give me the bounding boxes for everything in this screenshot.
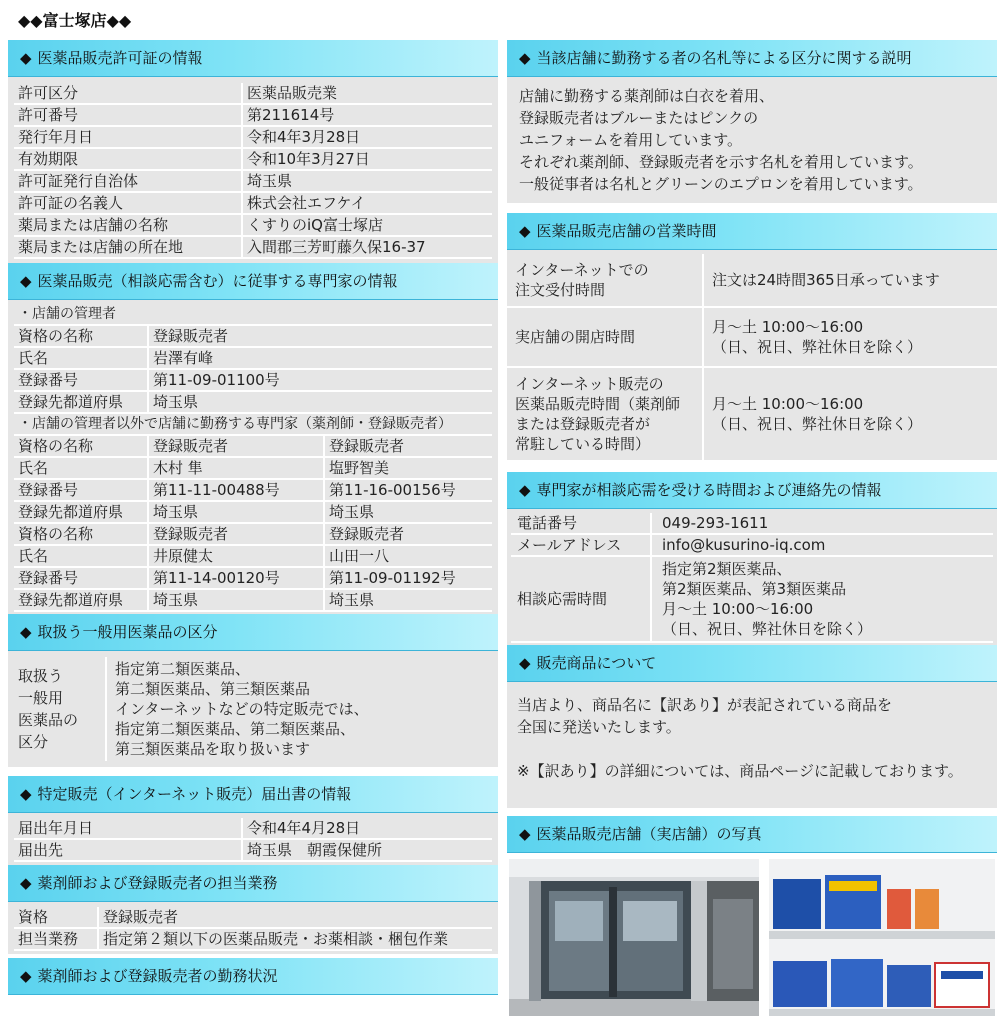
license-label: 許可番号 — [14, 104, 242, 126]
others-row — [14, 589, 492, 611]
hours-panel — [507, 250, 997, 462]
nametag-line: ユニフォームを着用しています。 — [519, 131, 743, 149]
notification-panel — [8, 813, 498, 865]
mail-link[interactable]: info@kusurino-iq.com — [651, 534, 993, 556]
manager-row — [14, 369, 492, 391]
hours-label-line: 常駐している時間） — [515, 435, 651, 453]
duties-header — [8, 865, 498, 902]
license-row — [14, 214, 492, 236]
hours-label-line: インターネット販売の — [515, 375, 664, 393]
hours-label — [507, 307, 703, 367]
nametag-line: 店舗に勤務する薬剤師は白衣を着用、 — [519, 87, 775, 105]
hours-table — [507, 254, 997, 462]
otc-table — [14, 657, 492, 761]
notification-header-title: 特定販売（インターネット販売）届出書の情報 — [37, 785, 352, 803]
others-value-a: 埼玉県 — [148, 501, 324, 523]
otc-panel — [8, 651, 498, 767]
consult-line: 第2類医薬品、第3類医薬品 — [662, 580, 847, 598]
others-row — [14, 501, 492, 523]
status-header — [8, 958, 498, 995]
notification-row — [14, 839, 492, 861]
duties-value: 登録販売者 — [98, 907, 492, 928]
manager-value: 岩澤有峰 — [148, 347, 492, 369]
license-value: くすりのiQ富士塚店 — [242, 214, 492, 236]
diamond-icon: ◆ — [20, 967, 32, 985]
page-title: ◆◆富士塚店◆◆ — [18, 11, 132, 30]
hours-label-line: 医薬品販売時間（薬剤師 — [515, 395, 681, 413]
duties-label: 担当業務 — [14, 928, 98, 950]
notification-row — [14, 818, 492, 839]
duties-table — [14, 907, 492, 951]
others-value-b: 第11-09-01192号 — [324, 567, 492, 589]
nametag-header — [507, 40, 997, 77]
products-line-2: 全国に発送いたします。 — [517, 718, 681, 736]
others-label: 氏名 — [14, 545, 148, 567]
hours-value-line: （日、祝日、弊社休日を除く） — [712, 338, 923, 356]
notification-header — [8, 776, 498, 813]
license-row — [14, 104, 492, 126]
notification-value: 埼玉県 朝霞保健所 — [242, 839, 492, 861]
license-header-title: 医薬品販売許可証の情報 — [37, 49, 203, 67]
license-value: 医薬品販売業 — [242, 83, 492, 104]
storefront-image — [509, 859, 759, 1016]
others-value-a: 第11-11-00488号 — [148, 479, 324, 501]
nametag-header-title: 当該店舗に勤務する者の名札等による区分に関する説明 — [536, 49, 912, 67]
others-value-a: 木村 隼 — [148, 457, 324, 479]
others-label: 資格の名称 — [14, 436, 148, 457]
left-column — [8, 40, 498, 995]
license-header — [8, 40, 498, 77]
products-header-title: 販売商品について — [536, 654, 657, 672]
phone-value[interactable]: 049-293-1611 — [651, 513, 993, 534]
others-value-b: 埼玉県 — [324, 589, 492, 611]
license-row — [14, 236, 492, 258]
nametag-line: 一般従事者は名札とグリーンのエプロンを着用しています。 — [519, 175, 923, 193]
license-table — [14, 83, 492, 259]
otc-value-line: 第三類医薬品を取り扱います — [115, 740, 311, 758]
photos-header — [507, 816, 997, 853]
contact-panel — [507, 509, 997, 645]
hours-label — [507, 254, 703, 307]
others-value-b: 登録販売者 — [324, 523, 492, 545]
license-label: 許可証発行自治体 — [14, 170, 242, 192]
diamond-icon: ◆ — [519, 825, 531, 843]
license-row — [14, 83, 492, 104]
others-label: 資格の名称 — [14, 523, 148, 545]
others-label: 登録先都道府県 — [14, 589, 148, 611]
otc-value-line: 第二類医薬品、第三類医薬品 — [115, 680, 311, 698]
otc-label-line: 取扱う — [18, 667, 64, 685]
duties-value: 指定第２類以下の医薬品販売・お薬相談・梱包作業 — [98, 928, 492, 950]
diamond-icon: ◆ — [20, 272, 32, 290]
license-row — [14, 148, 492, 170]
phone-label: 電話番号 — [511, 513, 651, 534]
others-value-a: 埼玉県 — [148, 589, 324, 611]
hours-row — [507, 367, 997, 461]
hours-header — [507, 213, 997, 250]
diamond-icon: ◆ — [20, 874, 32, 892]
manager-label: 登録番号 — [14, 369, 148, 391]
others-label: 登録先都道府県 — [14, 501, 148, 523]
manager-label: 資格の名称 — [14, 326, 148, 347]
others-label: 登録番号 — [14, 479, 148, 501]
notification-table — [14, 818, 492, 862]
contact-header-title: 専門家が相談応需を受ける時間および連絡先の情報 — [536, 481, 882, 499]
duties-label: 資格 — [14, 907, 98, 928]
consult-line: 指定第2類医薬品、 — [662, 560, 792, 578]
shelf-image — [769, 859, 995, 1016]
others-row — [14, 545, 492, 567]
license-label: 発行年月日 — [14, 126, 242, 148]
mail-label: メールアドレス — [511, 534, 651, 556]
diamond-icon: ◆ — [519, 654, 531, 672]
experts-header-title: 医薬品販売（相談応需含む）に従事する専門家の情報 — [37, 272, 398, 290]
manager-table — [14, 326, 492, 414]
hours-header-title: 医薬品販売店舗の営業時間 — [536, 222, 717, 240]
notification-label: 届出先 — [14, 839, 242, 861]
license-value: 第211614号 — [242, 104, 492, 126]
others-row — [14, 523, 492, 545]
otc-value — [106, 657, 492, 761]
license-label: 許可証の名義人 — [14, 192, 242, 214]
others-note: ・店舗の管理者以外で店舗に勤務する専門家（薬剤師・登録販売者） — [14, 414, 492, 436]
manager-value: 登録販売者 — [148, 326, 492, 347]
products-line-1: 当店より、商品名に【訳あり】が表記されている商品を — [517, 696, 893, 714]
otc-header — [8, 614, 498, 651]
license-value: 令和4年3月28日 — [242, 126, 492, 148]
otc-label-line: 医薬品の — [18, 711, 79, 729]
photos-header-title: 医薬品販売店舗（実店舗）の写真 — [536, 825, 762, 843]
others-row — [14, 479, 492, 501]
experts-header — [8, 263, 498, 300]
otc-label-line: 区分 — [18, 733, 49, 751]
hours-value — [703, 307, 997, 367]
others-value-b: 山田一八 — [324, 545, 492, 567]
consult-line: 月～土 10:00～16:00 — [662, 600, 814, 618]
manager-label: 登録先都道府県 — [14, 391, 148, 413]
hours-label — [507, 367, 703, 461]
license-label: 薬局または店舗の名称 — [14, 214, 242, 236]
others-table — [14, 436, 492, 612]
hours-value-line: 月～土 10:00～16:00 — [712, 395, 864, 413]
contact-table — [511, 513, 993, 643]
license-panel — [8, 77, 498, 263]
products-line-3: ※【訳あり】の詳細については、商品ページに記載しております。 — [517, 762, 963, 780]
hours-label-line: 実店舗の開店時間 — [515, 328, 636, 346]
experts-panel — [8, 300, 498, 614]
nametag-line: 登録販売者はブルーまたはピンクの — [519, 109, 759, 127]
others-row — [14, 457, 492, 479]
hours-value — [703, 367, 997, 461]
otc-label-line: 一般用 — [18, 689, 64, 707]
manager-value: 埼玉県 — [148, 391, 492, 413]
duties-row — [14, 928, 492, 950]
license-value: 株式会社エフケイ — [242, 192, 492, 214]
diamond-icon: ◆ — [519, 222, 531, 240]
license-label: 有効期限 — [14, 148, 242, 170]
others-value-b: 埼玉県 — [324, 501, 492, 523]
license-row — [14, 126, 492, 148]
products-header — [507, 645, 997, 682]
diamond-icon: ◆ — [519, 481, 531, 499]
status-header-title: 薬剤師および登録販売者の勤務状況 — [37, 967, 278, 985]
consult-label: 相談応需時間 — [511, 556, 651, 642]
nametag-panel — [507, 77, 997, 203]
diamond-icon: ◆ — [20, 623, 32, 641]
photos-area — [507, 859, 997, 1016]
others-row — [14, 567, 492, 589]
nametag-line: それぞれ薬剤師、登録販売者を示す名札を着用しています。 — [519, 153, 923, 171]
otc-value-line: 指定第二類医薬品、第二類医薬品、 — [115, 720, 356, 738]
contact-row-mail — [511, 534, 993, 556]
manager-value: 第11-09-01100号 — [148, 369, 492, 391]
others-value-a: 第11-14-00120号 — [148, 567, 324, 589]
diamond-icon: ◆ — [20, 49, 32, 67]
right-column — [507, 40, 997, 1016]
manager-row — [14, 391, 492, 413]
shelf-photo — [769, 859, 995, 1016]
otc-value-line: 指定第二類医薬品、 — [115, 660, 251, 678]
duties-header-title: 薬剤師および登録販売者の担当業務 — [37, 874, 278, 892]
notification-label: 届出年月日 — [14, 818, 242, 839]
hours-value-line: （日、祝日、弊社休日を除く） — [712, 415, 923, 433]
hours-value-line: 月～土 10:00～16:00 — [712, 318, 864, 336]
license-value: 令和10年3月27日 — [242, 148, 492, 170]
contact-row-consult — [511, 556, 993, 642]
others-row — [14, 436, 492, 457]
diamond-icon: ◆ — [519, 49, 531, 67]
contact-header — [507, 472, 997, 509]
license-row — [14, 170, 492, 192]
manager-row — [14, 347, 492, 369]
others-value-b: 登録販売者 — [324, 436, 492, 457]
notification-value: 令和4年4月28日 — [242, 818, 492, 839]
manager-label: 氏名 — [14, 347, 148, 369]
license-row — [14, 192, 492, 214]
hours-label-line: 注文受付時間 — [515, 281, 606, 299]
products-panel — [507, 682, 997, 808]
others-label: 氏名 — [14, 457, 148, 479]
others-value-a: 井原健太 — [148, 545, 324, 567]
hours-label-line: インターネットでの — [515, 261, 649, 279]
duties-row — [14, 907, 492, 928]
duties-panel — [8, 902, 498, 954]
others-value-a: 登録販売者 — [148, 436, 324, 457]
contact-row-phone — [511, 513, 993, 534]
others-value-b: 塩野智美 — [324, 457, 492, 479]
manager-note: ・店舗の管理者 — [14, 304, 492, 326]
license-label: 許可区分 — [14, 83, 242, 104]
others-label: 登録番号 — [14, 567, 148, 589]
otc-header-title: 取扱う一般用医薬品の区分 — [37, 623, 218, 641]
diamond-icon: ◆ — [20, 785, 32, 803]
hours-row — [507, 307, 997, 367]
hours-value — [703, 254, 997, 307]
hours-row — [507, 254, 997, 307]
others-value-b: 第11-16-00156号 — [324, 479, 492, 501]
others-value-a: 登録販売者 — [148, 523, 324, 545]
license-value: 埼玉県 — [242, 170, 492, 192]
otc-label — [14, 657, 106, 761]
otc-value-line: インターネットなどの特定販売では、 — [115, 700, 369, 718]
storefront-photo — [509, 859, 759, 1016]
consult-value — [651, 556, 993, 642]
license-label: 薬局または店舗の所在地 — [14, 236, 242, 258]
license-value: 入間郡三芳町藤久保16-37 — [242, 236, 492, 258]
manager-row — [14, 326, 492, 347]
consult-line: （日、祝日、弊社休日を除く） — [662, 620, 873, 638]
hours-value-line: 注文は24時間365日承っています — [712, 271, 940, 289]
hours-label-line: または登録販売者が — [515, 415, 651, 433]
